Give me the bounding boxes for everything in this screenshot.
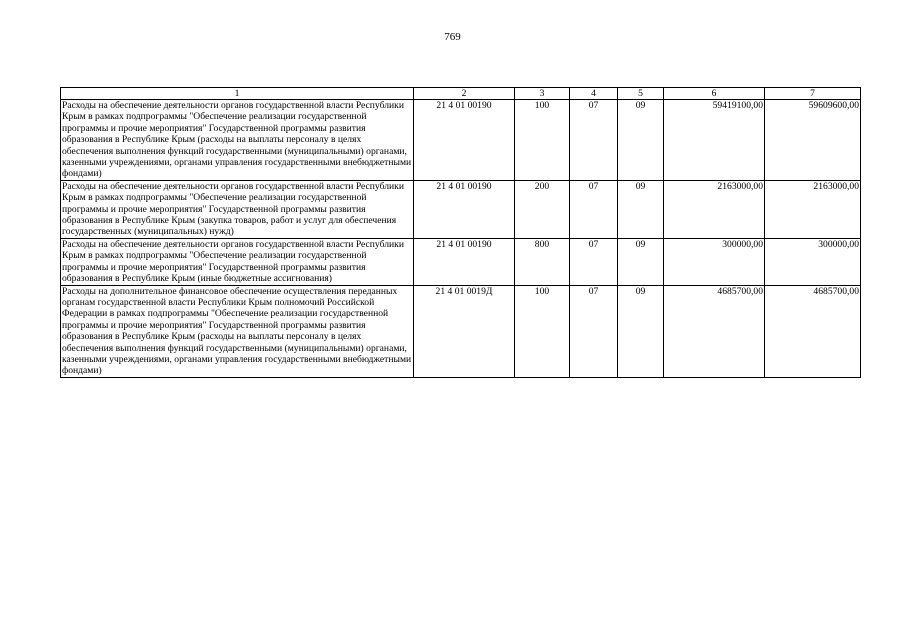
amount-column-7: 59609600,00 xyxy=(765,100,861,181)
expense-description: Расходы на обеспечение деятельности органов государственной власти Республики Крым в рамках подпрограммы "Обеспечение реализации государственной программы и прочие мероприятия" Государственной программы развития образования в Республике Крым (расходы на выплаты персоналу в целях обеспечения выполнения функций государственными (муниципальными) органами, казенными учреждениями, органами управления государственными внебюджетными фондами) xyxy=(61,100,414,181)
expense-type-code: 800 xyxy=(515,238,570,285)
expense-description: Расходы на обеспечение деятельности органов государственной власти Республики Крым в рамках подпрограммы "Обеспечение реализации государственной программы и прочие мероприятия" Государственной программы развития образования в Республике Крым (иные бюджетные ассигнования) xyxy=(61,238,414,285)
table-row xyxy=(61,238,861,285)
amount-column-7: 2163000,00 xyxy=(765,180,861,238)
section-code: 07 xyxy=(570,285,618,377)
budget-table xyxy=(60,87,861,378)
table-row xyxy=(61,285,861,377)
column-header-4: 4 xyxy=(570,88,618,100)
target-article-code: 21 4 01 00190 xyxy=(414,238,515,285)
section-code: 07 xyxy=(570,238,618,285)
column-header-5: 5 xyxy=(618,88,664,100)
table-row xyxy=(61,180,861,238)
expense-type-code: 200 xyxy=(515,180,570,238)
amount-column-6: 2163000,00 xyxy=(664,180,765,238)
column-header-1: 1 xyxy=(61,88,414,100)
amount-column-6: 300000,00 xyxy=(664,238,765,285)
target-article-code: 21 4 01 0019Д xyxy=(414,285,515,377)
target-article-code: 21 4 01 00190 xyxy=(414,100,515,181)
amount-column-6: 4685700,00 xyxy=(664,285,765,377)
expense-description: Расходы на дополнительное финансовое обеспечение осуществления переданных органам государственной власти Республики Крым полномочий Российской Федерации в рамках подпрограммы "Обеспечение реализации государственной программы и прочие мероприятия" Государственной программы развития образования в Республике Крым (расходы на выплаты персоналу в целях обеспечения выполнения функций государственными (муниципальными) органами, казенными учреждениями, органами управления государственными внебюджетными фондами) xyxy=(61,285,414,377)
expense-type-code: 100 xyxy=(515,285,570,377)
expense-type-code: 100 xyxy=(515,100,570,181)
column-header-3: 3 xyxy=(515,88,570,100)
amount-column-7: 4685700,00 xyxy=(765,285,861,377)
subsection-code: 09 xyxy=(618,285,664,377)
section-code: 07 xyxy=(570,180,618,238)
amount-column-6: 59419100,00 xyxy=(664,100,765,181)
amount-column-7: 300000,00 xyxy=(765,238,861,285)
page-number: 769 xyxy=(444,31,461,43)
expense-description: Расходы на обеспечение деятельности органов государственной власти Республики Крым в рамках подпрограммы "Обеспечение реализации государственной программы и прочие мероприятия" Государственной программы развития образования в Республике Крым (закупка товаров, работ и услуг для обеспечения государственных (муниципальных) нужд) xyxy=(61,180,414,238)
subsection-code: 09 xyxy=(618,180,664,238)
table-header-row xyxy=(61,88,861,100)
column-header-7: 7 xyxy=(765,88,861,100)
subsection-code: 09 xyxy=(618,238,664,285)
column-header-6: 6 xyxy=(664,88,765,100)
table-row xyxy=(61,100,861,181)
section-code: 07 xyxy=(570,100,618,181)
target-article-code: 21 4 01 00190 xyxy=(414,180,515,238)
column-header-2: 2 xyxy=(414,88,515,100)
subsection-code: 09 xyxy=(618,100,664,181)
